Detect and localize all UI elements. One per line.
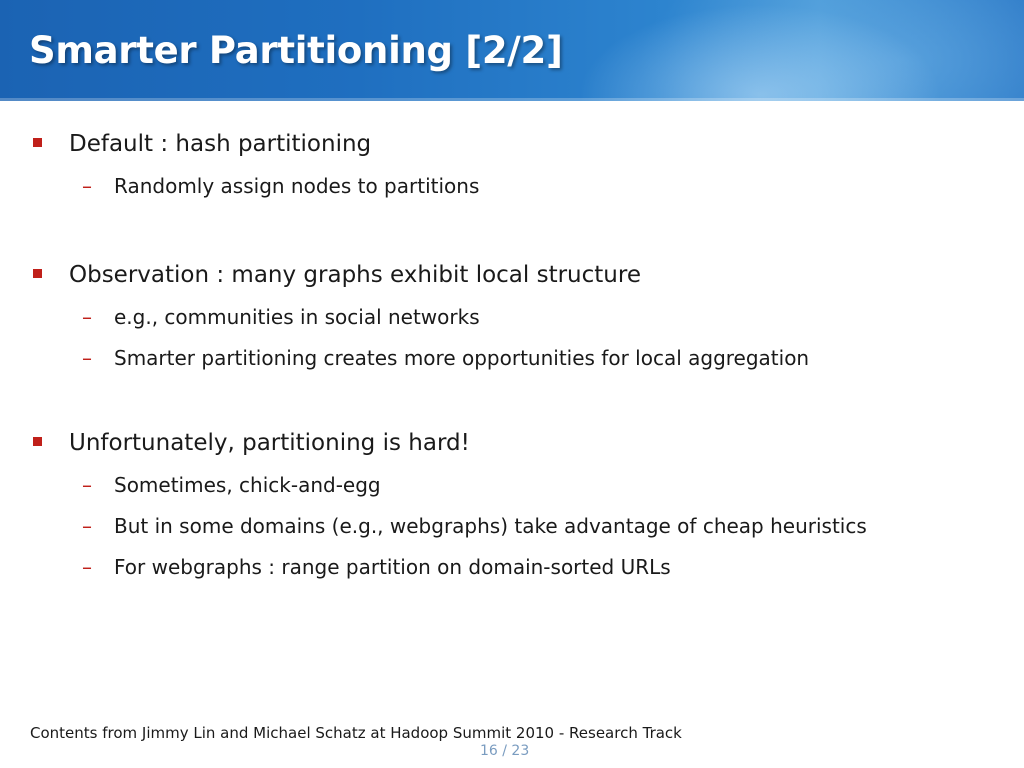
- square-bullet-icon: [33, 437, 42, 446]
- bullet-2-sub-1: [82, 303, 480, 331]
- dash-bullet-icon: –: [82, 473, 92, 497]
- bullet-1-text: Default : hash partitioning: [69, 131, 372, 157]
- bullet-2-sub-2: [82, 344, 810, 372]
- square-bullet-icon: [33, 138, 42, 147]
- bullet-3-sub-3: [82, 553, 671, 581]
- bullet-3-sub-2: [82, 512, 867, 540]
- dash-bullet-icon: –: [82, 346, 92, 370]
- bullet-3-sub-2-text: But in some domains (e.g., webgraphs) take advantage of cheap heuristics: [114, 514, 867, 538]
- bullet-2-sub-2-text: Smarter partitioning creates more opportunities for local aggregation: [114, 346, 810, 370]
- bullet-1: [69, 129, 371, 159]
- bullet-2-sub-1-text: e.g., communities in social networks: [114, 305, 480, 329]
- bullet-3-sub-3-text: For webgraphs : range partition on domain-sorted URLs: [114, 555, 671, 579]
- title-bar: [0, 0, 1024, 101]
- bullet-3: [69, 428, 470, 458]
- slide-title: Smarter Partitioning [2/2]: [29, 29, 563, 72]
- dash-bullet-icon: –: [82, 555, 92, 579]
- square-bullet-icon: [33, 269, 42, 278]
- bullet-1-sub-1-text: Randomly assign nodes to partitions: [114, 174, 480, 198]
- dash-bullet-icon: –: [82, 305, 92, 329]
- dash-bullet-icon: –: [82, 174, 92, 198]
- bullet-1-sub-1: [82, 172, 480, 200]
- dash-bullet-icon: –: [82, 514, 92, 538]
- bullet-3-sub-1-text: Sometimes, chick-and-egg: [114, 473, 381, 497]
- bullet-3-text: Unfortunately, partitioning is hard!: [69, 430, 470, 456]
- footer-source: Contents from Jimmy Lin and Michael Schatz at Hadoop Summit 2010 - Research Track: [30, 724, 682, 742]
- bullet-2-text: Observation : many graphs exhibit local structure: [69, 262, 641, 288]
- page-number: 16 / 23: [480, 743, 530, 759]
- bullet-3-sub-1: [82, 471, 381, 499]
- bullet-2: [69, 260, 641, 290]
